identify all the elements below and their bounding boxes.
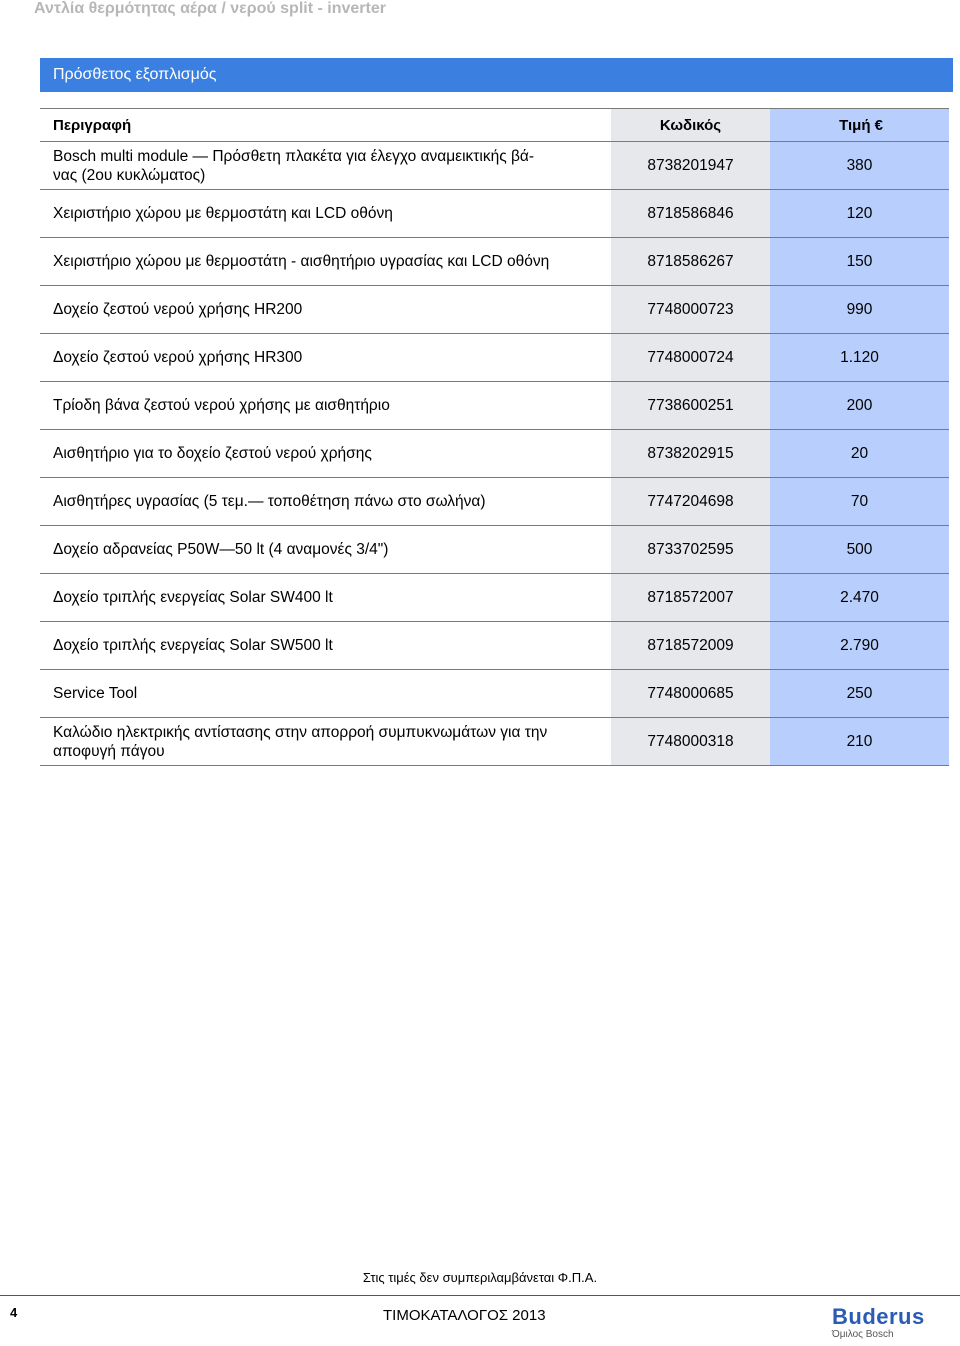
row-description: Αισθητήρες υγρασίας (5 τεμ.— τοποθέτηση πάνω στο σωλήνα) [53,493,486,510]
section-title-bar: Πρόσθετος εξοπλισμός [40,58,953,92]
column-header-code: Κωδικός [611,109,770,142]
row-description: Χειριστήριο χώρου με θερμοστάτη και LCD οθόνη [53,205,393,222]
row-price: 250 [770,670,949,718]
row-code: 8733702595 [611,526,770,574]
row-description: Τρίοδη βάνα ζεστού νερού χρήσης με αισθητήριο [53,397,390,414]
row-price: 200 [770,382,949,430]
table-body [40,142,949,766]
table-row [40,334,949,382]
row-code: 8718586846 [611,190,770,238]
row-code: 7748000724 [611,334,770,382]
table-row [40,574,949,622]
row-description: Service Tool [53,685,138,702]
row-price: 120 [770,190,949,238]
row-description: Δοχείο ζεστού νερού χρήσης HR300 [53,349,303,366]
table-row [40,622,949,670]
table-row [40,190,949,238]
row-price: 1.120 [770,334,949,382]
row-price: 20 [770,430,949,478]
row-code: 7747204698 [611,478,770,526]
table-row [40,142,949,190]
row-description: Δοχείο τριπλής ενεργείας Solar SW400 lt [53,589,333,606]
row-price: 380 [770,142,949,190]
column-header-description: Περιγραφή [53,116,132,134]
row-price: 150 [770,238,949,286]
row-code: 8718586267 [611,238,770,286]
logo-subtext: Όμιλος Bosch [832,1329,894,1340]
row-code: 8738201947 [611,142,770,190]
table-row [40,286,949,334]
page-header-title: Αντλία θερμότητας αέρα / νερού split - inverter [34,0,386,17]
row-price: 2.790 [770,622,949,670]
table-row [40,526,949,574]
row-description: Δοχείο τριπλής ενεργείας Solar SW500 lt [53,637,333,654]
row-description: Αισθητήριο για το δοχείο ζεστού νερού χρήσης [53,445,372,462]
buderus-logo [832,1306,942,1342]
row-price: 990 [770,286,949,334]
catalog-title: ΤΙΜΟΚΑΤΑΛΟΓΟΣ 2013 [383,1307,546,1324]
logo-wordmark: Buderus [832,1304,925,1329]
row-code: 7748000723 [611,286,770,334]
row-code: 8718572009 [611,622,770,670]
row-description: Χειριστήριο χώρου με θερμοστάτη - αισθητήριο υγρασίας και LCD οθόνη [53,253,550,270]
table-row [40,430,949,478]
row-description: Δοχείο αδρανείας P50W—50 lt (4 αναμονές 3/4") [53,541,389,558]
row-code: 7748000685 [611,670,770,718]
row-price: 500 [770,526,949,574]
table-row [40,478,949,526]
row-description: Δοχείο ζεστού νερού χρήσης HR200 [53,301,303,318]
page-number: 4 [10,1305,18,1320]
table-row [40,670,949,718]
row-price: 70 [770,478,949,526]
footer-divider [0,1295,960,1296]
table-header-row [40,109,949,142]
row-price: 2.470 [770,574,949,622]
price-table [40,108,949,766]
row-code: 8738202915 [611,430,770,478]
row-price: 210 [770,718,949,766]
row-code: 7748000318 [611,718,770,766]
table-row [40,718,949,766]
row-description: Bosch multi module — Πρόσθετη πλακέτα για έλεγχο αναμεικτικής βά- νας (2ου κυκλώματος) [53,147,535,184]
row-code: 8718572007 [611,574,770,622]
vat-note: Στις τιμές δεν συμπεριλαμβάνεται Φ.Π.Α. [362,1270,598,1285]
row-code: 7738600251 [611,382,770,430]
table-row [40,238,949,286]
row-description: Καλώδιο ηλεκτρικής αντίστασης στην απορροή συμπυκνωμάτων για την αποφυγή πάγου [53,723,548,760]
table-row [40,382,949,430]
column-header-price: Τιμή € [770,109,949,142]
